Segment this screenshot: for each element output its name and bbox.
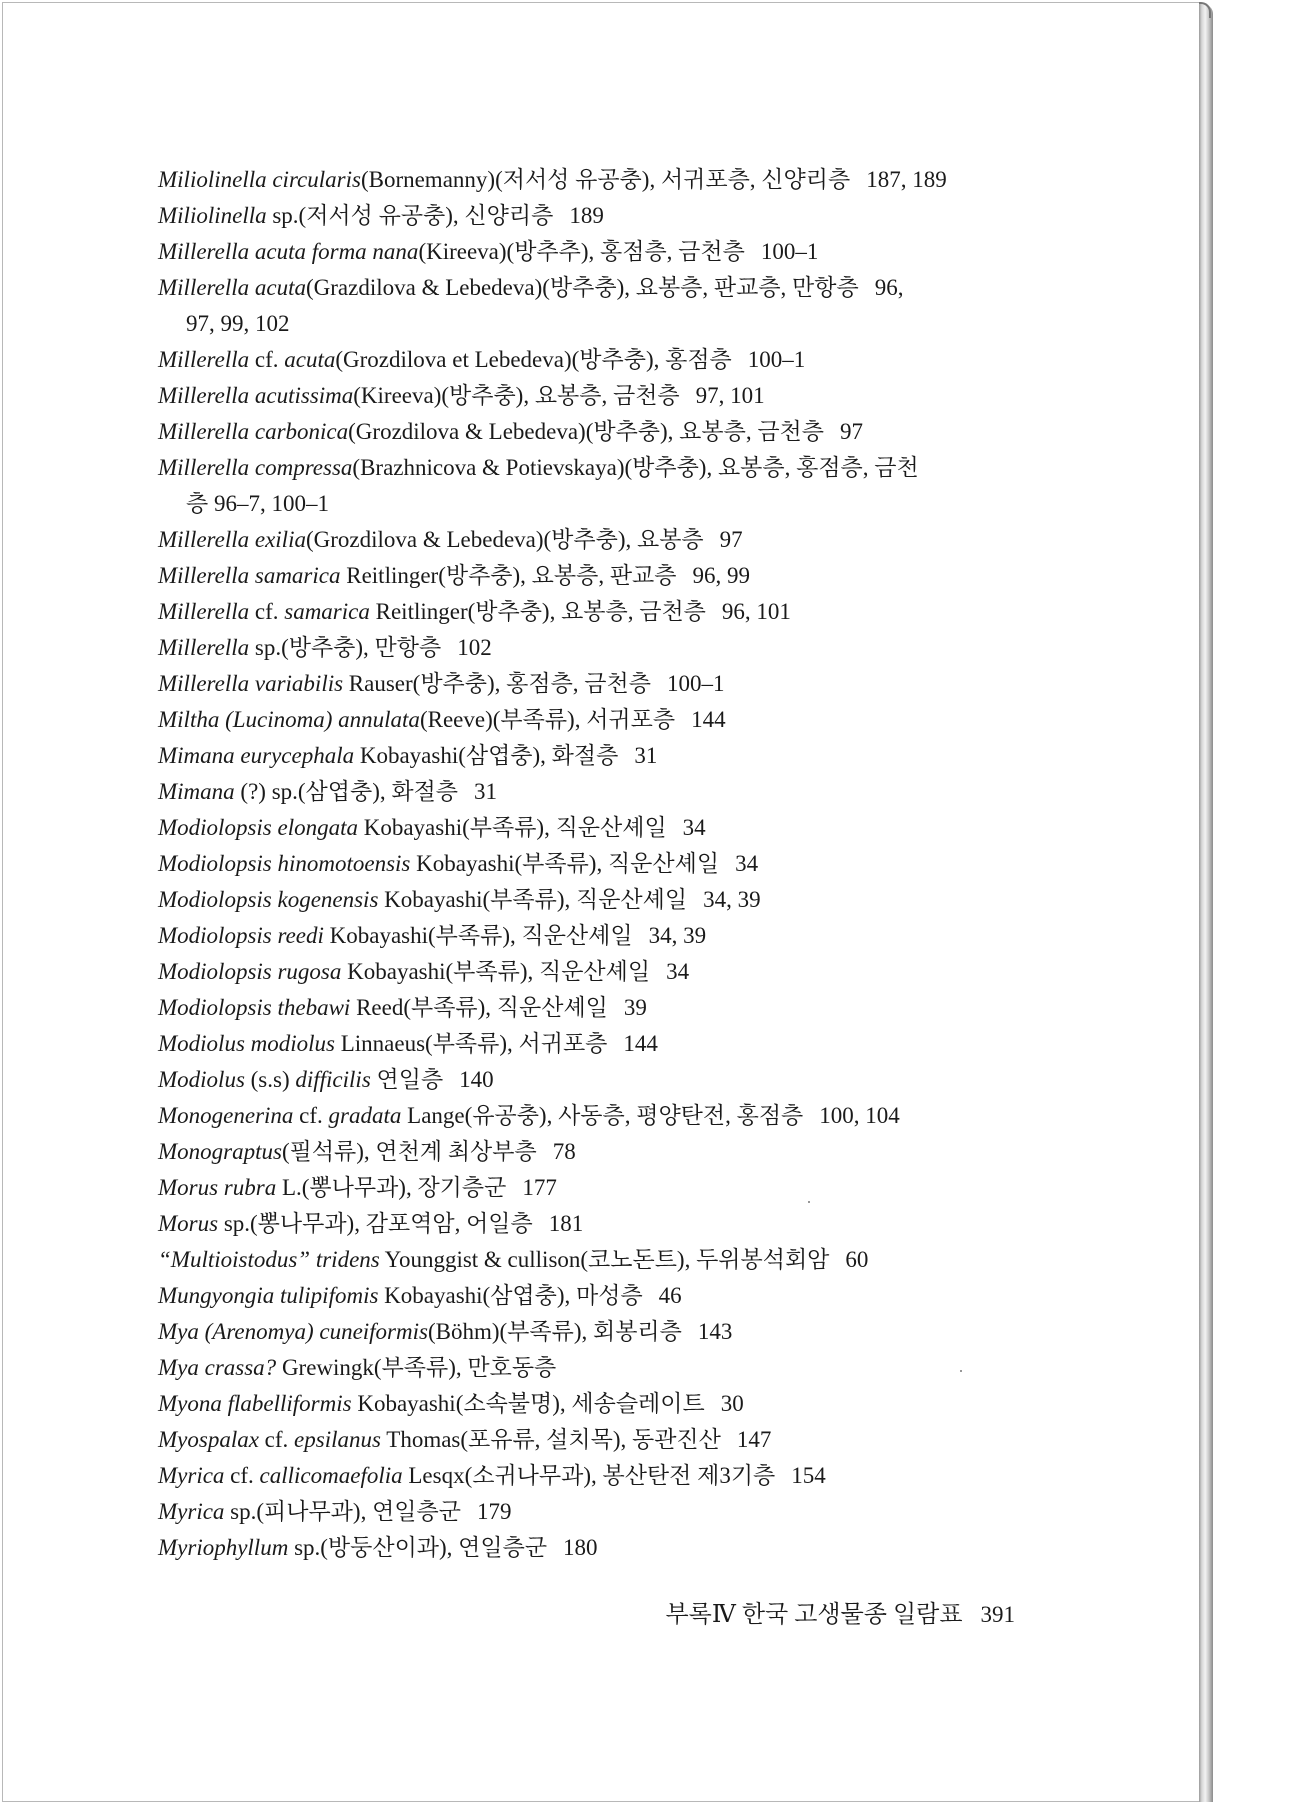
species-epithet: samarica xyxy=(284,599,370,624)
page-reference: 30 xyxy=(720,1391,744,1416)
page-reference: 96, 101 xyxy=(721,599,791,624)
index-entry xyxy=(158,738,1038,774)
index-entry xyxy=(158,558,1038,594)
entry-detail: (s.s) xyxy=(244,1067,296,1092)
species-name: Miltha (Lucinoma) annulata xyxy=(158,707,420,732)
entry-continuation: 층 96–7, 100–1 xyxy=(186,491,329,516)
entry-detail: (Grozdilova & Lebedeva)(방추충), 요봉층, 금천층 xyxy=(348,419,824,444)
page-reference: 34 xyxy=(682,815,706,840)
index-entry xyxy=(158,1098,1038,1134)
species-name: Modiolopsis rugosa xyxy=(158,959,342,984)
entry-detail: (Grozdilova et Lebedeva)(방추충), 홍점층 xyxy=(335,347,732,372)
page-number: 391 xyxy=(980,1602,1015,1627)
page-reference: 46 xyxy=(658,1283,682,1308)
index-entry xyxy=(158,1278,1038,1314)
page-reference: 96, 99 xyxy=(692,563,750,588)
page-edge-shadow xyxy=(1199,4,1213,1802)
entry-detail: Kobayashi(부족류), 직운산셰일 xyxy=(410,851,720,876)
entry-detail: Kobayashi(소속불명), 세송슬레이트 xyxy=(351,1391,705,1416)
index-entry xyxy=(158,882,1038,918)
page-reference: 177 xyxy=(522,1175,557,1200)
page-reference: 143 xyxy=(697,1319,733,1344)
index-entry xyxy=(158,1386,1038,1422)
index-entry xyxy=(158,954,1038,990)
index-entry xyxy=(158,1170,1038,1206)
species-name: Myrica xyxy=(158,1463,225,1488)
index-entry xyxy=(158,990,1038,1026)
entry-detail: Kobayashi(삼엽충), 화절층 xyxy=(354,743,619,768)
species-name: Millerella exilia xyxy=(158,527,306,552)
page-reference: 154 xyxy=(791,1463,826,1488)
page-reference: 144 xyxy=(691,707,726,732)
page-reference: 39 xyxy=(623,995,647,1020)
species-name: Modiolus xyxy=(158,1067,245,1092)
entry-detail: sp.(피나무과), 연일층군 xyxy=(224,1499,461,1524)
page-reference: 34, 39 xyxy=(648,923,707,948)
entry-detail: (?) sp.(삼엽충), 화절층 xyxy=(234,779,459,804)
species-name: Modiolopsis hinomotoensis xyxy=(158,851,411,876)
index-entry xyxy=(158,270,1038,342)
species-name: Monogenerina xyxy=(158,1103,294,1128)
index-entry xyxy=(158,162,1038,198)
species-name: “Multioistodus” tridens xyxy=(158,1247,380,1272)
species-name: Millerella xyxy=(158,635,250,660)
index-entry xyxy=(158,666,1038,702)
species-name: Myriophyllum xyxy=(158,1535,289,1560)
species-name: Myospalax xyxy=(158,1427,259,1452)
entry-detail: (Kireeva)(방추추), 홍점층, 금천층 xyxy=(418,239,745,264)
page-reference: 189 xyxy=(569,203,604,228)
species-name: Modiolopsis kogenensis xyxy=(158,887,379,912)
species-name: Mya crassa? xyxy=(158,1355,277,1380)
species-epithet: difficilis xyxy=(295,1067,371,1092)
page-reference: 102 xyxy=(457,635,492,660)
index-entry xyxy=(158,774,1038,810)
entry-detail: Kobayashi(부족류), 직운산셰일 xyxy=(341,959,651,984)
page-reference: 34, 39 xyxy=(703,887,761,912)
entry-detail: cf. xyxy=(258,1427,295,1452)
page-reference: 140 xyxy=(459,1067,494,1092)
species-name: Morus rubra xyxy=(158,1175,277,1200)
entry-detail: sp.(뽕나무과), 감포역암, 어일층 xyxy=(218,1211,533,1236)
species-epithet: epsilanus xyxy=(294,1427,381,1452)
index-entry xyxy=(158,594,1038,630)
species-name: Monograptus xyxy=(158,1139,282,1164)
species-name: Mungyongia tulipifomis xyxy=(158,1283,379,1308)
entry-detail: (Grozdilova & Lebedeva)(방추충), 요봉층 xyxy=(305,527,704,552)
entry-detail: (Grazdilova & Lebedeva)(방추충), 요봉층, 판교층, 만항층 xyxy=(305,275,859,300)
species-name: Mya (Arenomya) cuneiformis xyxy=(158,1319,428,1344)
index-entry xyxy=(158,702,1038,738)
footer-title: 부록Ⅳ 한국 고생물종 일람표 xyxy=(665,1602,963,1628)
index-entry xyxy=(158,1422,1038,1458)
page-reference: 78 xyxy=(552,1139,576,1164)
entry-detail: (필석류), 연천계 최상부층 xyxy=(281,1139,537,1164)
page-reference: 97 xyxy=(719,527,743,552)
entry-detail: Linnaeus(부족류), 서귀포층 xyxy=(334,1031,608,1056)
page-reference: 34 xyxy=(666,959,690,984)
index-entry xyxy=(158,846,1038,882)
entry-detail: Kobayashi(삼엽충), 마성층 xyxy=(378,1283,643,1308)
entry-detail: (Böhm)(부족류), 회봉리층 xyxy=(427,1319,682,1344)
index-entry xyxy=(158,234,1038,270)
index-entry xyxy=(158,1458,1038,1494)
page-reference: 34 xyxy=(735,851,759,876)
species-name: Millerella xyxy=(158,347,250,372)
scan-speck xyxy=(960,1370,962,1372)
species-name: Millerella acuta forma nana xyxy=(158,239,419,264)
page-reference: 181 xyxy=(548,1211,584,1236)
species-name: Millerella carbonica xyxy=(158,419,349,444)
scan-speck xyxy=(808,1201,810,1203)
species-name: Mimana xyxy=(158,779,235,804)
entry-detail: (Reeve)(부족류), 서귀포층 xyxy=(419,707,676,732)
index-entry xyxy=(158,342,1038,378)
entry-detail: Lesqx(소귀나무과), 봉산탄전 제3기층 xyxy=(402,1463,776,1488)
index-entry xyxy=(158,1026,1038,1062)
species-name: Morus xyxy=(158,1211,219,1236)
index-entry xyxy=(158,1242,1038,1278)
entry-detail: Thomas(포유류, 설치목), 동관진산 xyxy=(380,1427,721,1452)
entry-detail: sp.(방둥산이과), 연일층군 xyxy=(288,1535,548,1560)
entry-detail: (Kireeva)(방추충), 요봉층, 금천층 xyxy=(353,383,680,408)
entry-detail: sp.(저서성 유공충), 신양리층 xyxy=(266,203,554,228)
entry-detail: 연일층 xyxy=(370,1067,444,1092)
species-epithet: callicomaefolia xyxy=(259,1463,403,1488)
species-name: Modiolopsis elongata xyxy=(158,815,358,840)
species-name: Mimana eurycephala xyxy=(158,743,355,768)
index-entry xyxy=(158,1530,1038,1566)
entry-detail: cf. xyxy=(249,599,285,624)
entry-continuation: 97, 99, 102 xyxy=(186,311,290,336)
species-name: Millerella compressa xyxy=(158,455,353,480)
entry-detail: sp.(방추충), 만항층 xyxy=(249,635,442,660)
species-name: Miliolinella xyxy=(158,203,267,228)
page-reference: 97 xyxy=(839,419,863,444)
species-name: Millerella acutissima xyxy=(158,383,354,408)
entry-detail: Reitlinger(방추충), 요봉층, 금천층 xyxy=(369,599,706,624)
page-corner-curl xyxy=(1199,2,1211,18)
running-footer xyxy=(666,1594,1016,1629)
index-entry xyxy=(158,1134,1038,1170)
entry-detail: cf. xyxy=(293,1103,329,1128)
species-name: Millerella xyxy=(158,599,250,624)
entry-detail: Kobayashi(부족류), 직운산셰일 xyxy=(357,815,667,840)
entry-detail: (Brazhnicova & Potievskaya)(방추충), 요봉층, 홍점층, 금천 xyxy=(352,455,919,480)
page-reference: 100–1 xyxy=(760,239,819,264)
entry-detail: L.(뽕나무과), 장기층군 xyxy=(276,1175,507,1200)
species-name: Modiolopsis reedi xyxy=(158,923,324,948)
index-entry xyxy=(158,810,1038,846)
index-entry xyxy=(158,522,1038,558)
page-reference: 31 xyxy=(474,779,498,804)
index-entry xyxy=(158,630,1038,666)
page-reference: 96, xyxy=(874,275,904,300)
entry-detail: Reed(부족류), 직운산셰일 xyxy=(350,995,608,1020)
index-entry xyxy=(158,450,1038,522)
species-name: Millerella variabilis xyxy=(158,671,344,696)
species-name: Modiolopsis thebawi xyxy=(158,995,351,1020)
index-entry xyxy=(158,378,1038,414)
species-epithet: acuta xyxy=(284,347,336,372)
page-reference: 144 xyxy=(623,1031,658,1056)
entry-detail: Rauser(방추충), 홍점층, 금천층 xyxy=(343,671,651,696)
index-entry xyxy=(158,1206,1038,1242)
page-reference: 100–1 xyxy=(666,671,725,696)
page-reference: 60 xyxy=(845,1247,869,1272)
species-name: Millerella acuta xyxy=(158,275,306,300)
entry-detail: cf. xyxy=(249,347,285,372)
page-reference: 100, 104 xyxy=(819,1103,900,1128)
entry-detail: Younggist & cullison(코노돈트), 두위봉석회암 xyxy=(379,1247,830,1272)
entry-detail: Kobayashi(부족류), 직운산셰일 xyxy=(323,923,633,948)
page-reference: 100–1 xyxy=(747,347,806,372)
entry-detail: (Bornemanny)(저서성 유공충), 서귀포층, 신양리층 xyxy=(360,167,851,192)
entry-detail: Kobayashi(부족류), 직운산셰일 xyxy=(378,887,688,912)
index-entry-list xyxy=(158,162,1038,1566)
entry-detail: Lange(유공충), 사동층, 평양탄전, 홍점층 xyxy=(401,1103,804,1128)
page-reference: 180 xyxy=(563,1535,598,1560)
species-name: Miliolinella circularis xyxy=(158,167,361,192)
page-reference: 31 xyxy=(634,743,658,768)
page-reference: 187, 189 xyxy=(866,167,947,192)
index-entry xyxy=(158,1494,1038,1530)
page-reference: 147 xyxy=(736,1427,772,1452)
page-reference: 97, 101 xyxy=(695,383,765,408)
species-name: Millerella samarica xyxy=(158,563,341,588)
species-epithet: gradata xyxy=(328,1103,402,1128)
entry-detail: cf. xyxy=(224,1463,260,1488)
entry-detail: Reitlinger(방추충), 요봉층, 판교층 xyxy=(340,563,677,588)
index-entry xyxy=(158,1062,1038,1098)
index-entry xyxy=(158,198,1038,234)
index-entry xyxy=(158,1350,1038,1386)
index-entry xyxy=(158,918,1038,954)
index-entry xyxy=(158,414,1038,450)
page-reference: 179 xyxy=(476,1499,512,1524)
species-name: Myona flabelliformis xyxy=(158,1391,352,1416)
species-name: Myrica xyxy=(158,1499,225,1524)
species-name: Modiolus modiolus xyxy=(158,1031,335,1056)
entry-detail: Grewingk(부족류), 만호동층 xyxy=(276,1355,557,1380)
index-entry xyxy=(158,1314,1038,1350)
